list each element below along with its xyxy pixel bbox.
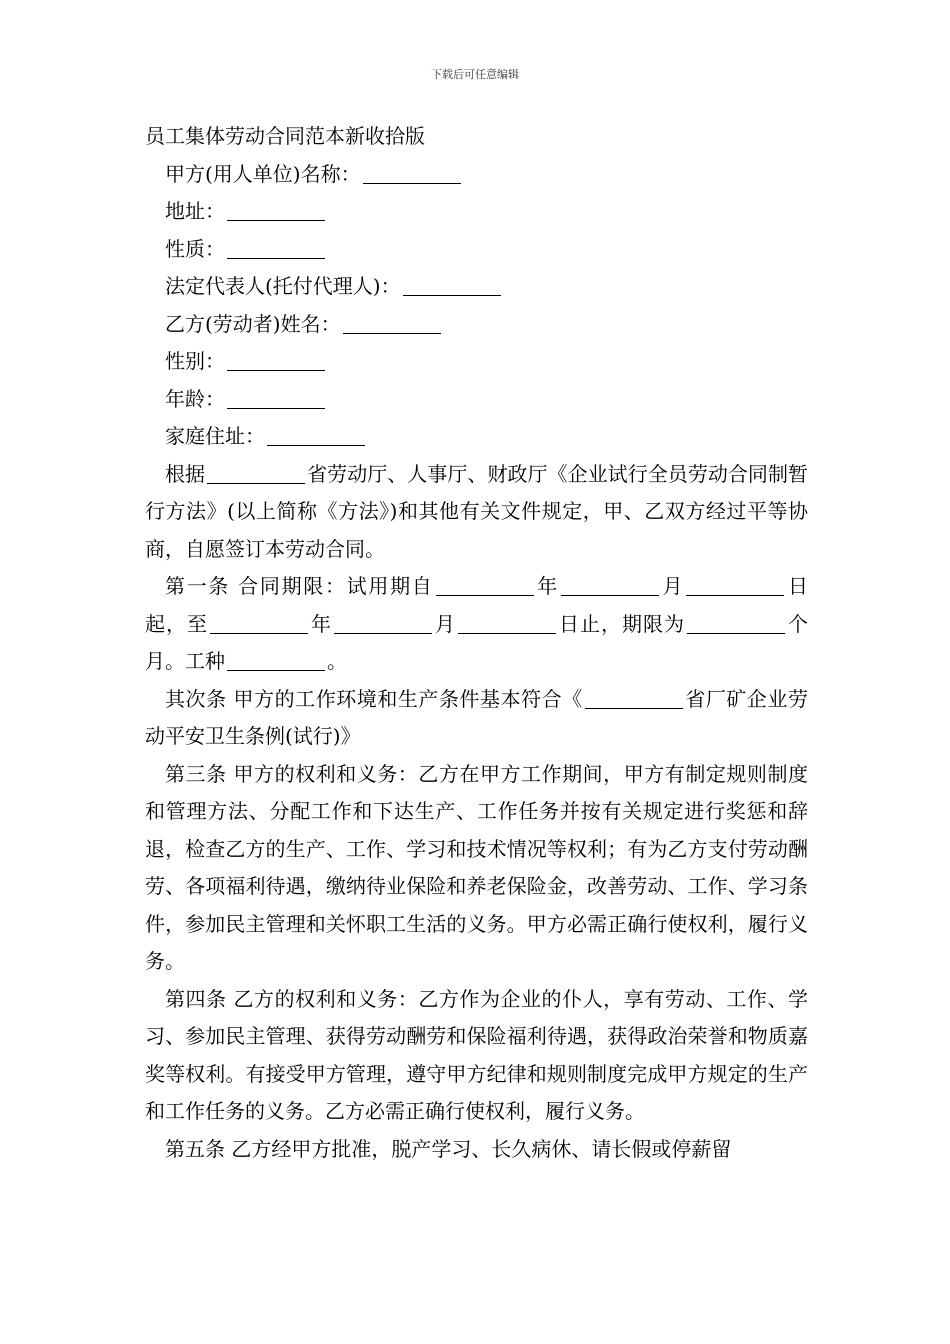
blank-line[interactable]: [363, 163, 461, 184]
blank-line[interactable]: [227, 388, 325, 409]
blank-line[interactable]: [227, 238, 325, 259]
blank-line[interactable]: [686, 575, 784, 596]
blank-line[interactable]: [227, 200, 325, 221]
article-1-text: 个月。工种: [145, 611, 808, 673]
blank-line[interactable]: [561, 575, 659, 596]
blank-line[interactable]: [343, 313, 441, 334]
field-party-a-name: [145, 156, 808, 194]
article-4: 第四条 乙方的权利和义务：乙方作为企业的仆人，享有劳动、工作、学习、参加民主管理、获得劳动酬劳和保险福利待遇，获得政治荣誉和物质嘉奖等权利。有接受甲方管理，遵守甲方纪律和规则制度完成甲方规定的生产和工作任务的义务。乙方必需正确行使权利，履行义务。: [145, 986, 808, 1123]
field-party-b-name: [145, 306, 808, 344]
field-label: 年龄：: [165, 386, 225, 411]
field-nature: [145, 231, 808, 269]
blank-line[interactable]: [403, 275, 501, 296]
article-2-text: 省厂矿企业劳动平安卫生条例(试行)》: [145, 686, 809, 748]
field-gender: [145, 343, 808, 381]
article-3: 第三条 甲方的权利和义务：乙方在甲方工作期间，甲方有制定规则制度和管理方法、分配工作和下达生产、工作任务并按有关规定进行奖惩和辞退，检查乙方的生产、工作、学习和技术情况等权利；有为乙方支付劳动酬劳、各项福利待遇，缴纳待业保险和养老保险金，改善劳动、工作、学习条件，参加民主管理和关怀职工生活的义务。甲方必需正确行使权利，履行义务。: [145, 761, 808, 973]
article-1-text: 第一条 合同期限：试用期自: [165, 574, 434, 598]
article-1-text: 。: [327, 649, 347, 673]
field-label: 甲方(用人单位)名称：: [165, 161, 361, 186]
blank-line[interactable]: [267, 425, 365, 446]
article-1-text: 月: [660, 574, 685, 598]
field-label: 家庭住址：: [165, 424, 265, 448]
blank-line[interactable]: [687, 613, 785, 634]
article-1-text: 月: [434, 611, 456, 636]
field-home-address: [145, 418, 808, 456]
article-1-text: 日起，至: [145, 574, 809, 636]
document-title: 员工集体劳动合同范本新收拾版: [145, 124, 425, 148]
intro-paragraph: [145, 456, 808, 569]
blank-line[interactable]: [207, 463, 305, 484]
field-label: 性别：: [165, 349, 225, 373]
blank-line[interactable]: [334, 613, 432, 634]
blank-line[interactable]: [436, 575, 534, 596]
intro-text-2: 省劳动厅、人事厅、财政厅《企业试行全员劳动合同制暂行方法》(以上简称《方法》)和其他有关文件规定，甲、乙双方经过平等协商，自愿签订本劳动合同。: [145, 461, 809, 561]
article-2-text: 其次条 甲方的工作环境和生产条件基本符合《: [165, 686, 583, 711]
field-label: 性质：: [165, 236, 225, 261]
article-1-text: 年: [310, 611, 332, 636]
article-1-text: 日止，期限为: [558, 611, 685, 636]
blank-line[interactable]: [458, 613, 556, 634]
blank-line[interactable]: [227, 350, 325, 371]
field-age: [145, 381, 808, 419]
blank-line[interactable]: [210, 613, 308, 634]
field-label: 乙方(劳动者)姓名：: [165, 311, 341, 336]
field-label: 法定代表人(托付代理人)：: [165, 274, 401, 298]
header-note: 下载后可任意编辑: [431, 68, 519, 81]
article-5: 第五条 乙方经甲方批准，脱产学习、长久病休、请长假或停薪留: [165, 1136, 732, 1161]
field-address: [145, 193, 808, 231]
intro-text-1: 根据: [165, 461, 206, 486]
blank-line[interactable]: [227, 650, 325, 671]
article-2: [145, 681, 808, 756]
article-1: [145, 568, 808, 681]
field-legal-representative: [145, 268, 808, 306]
article-1-text: 年: [535, 574, 559, 598]
document-body: [145, 118, 808, 1168]
blank-line[interactable]: [585, 688, 683, 709]
field-label: 地址：: [165, 199, 225, 223]
